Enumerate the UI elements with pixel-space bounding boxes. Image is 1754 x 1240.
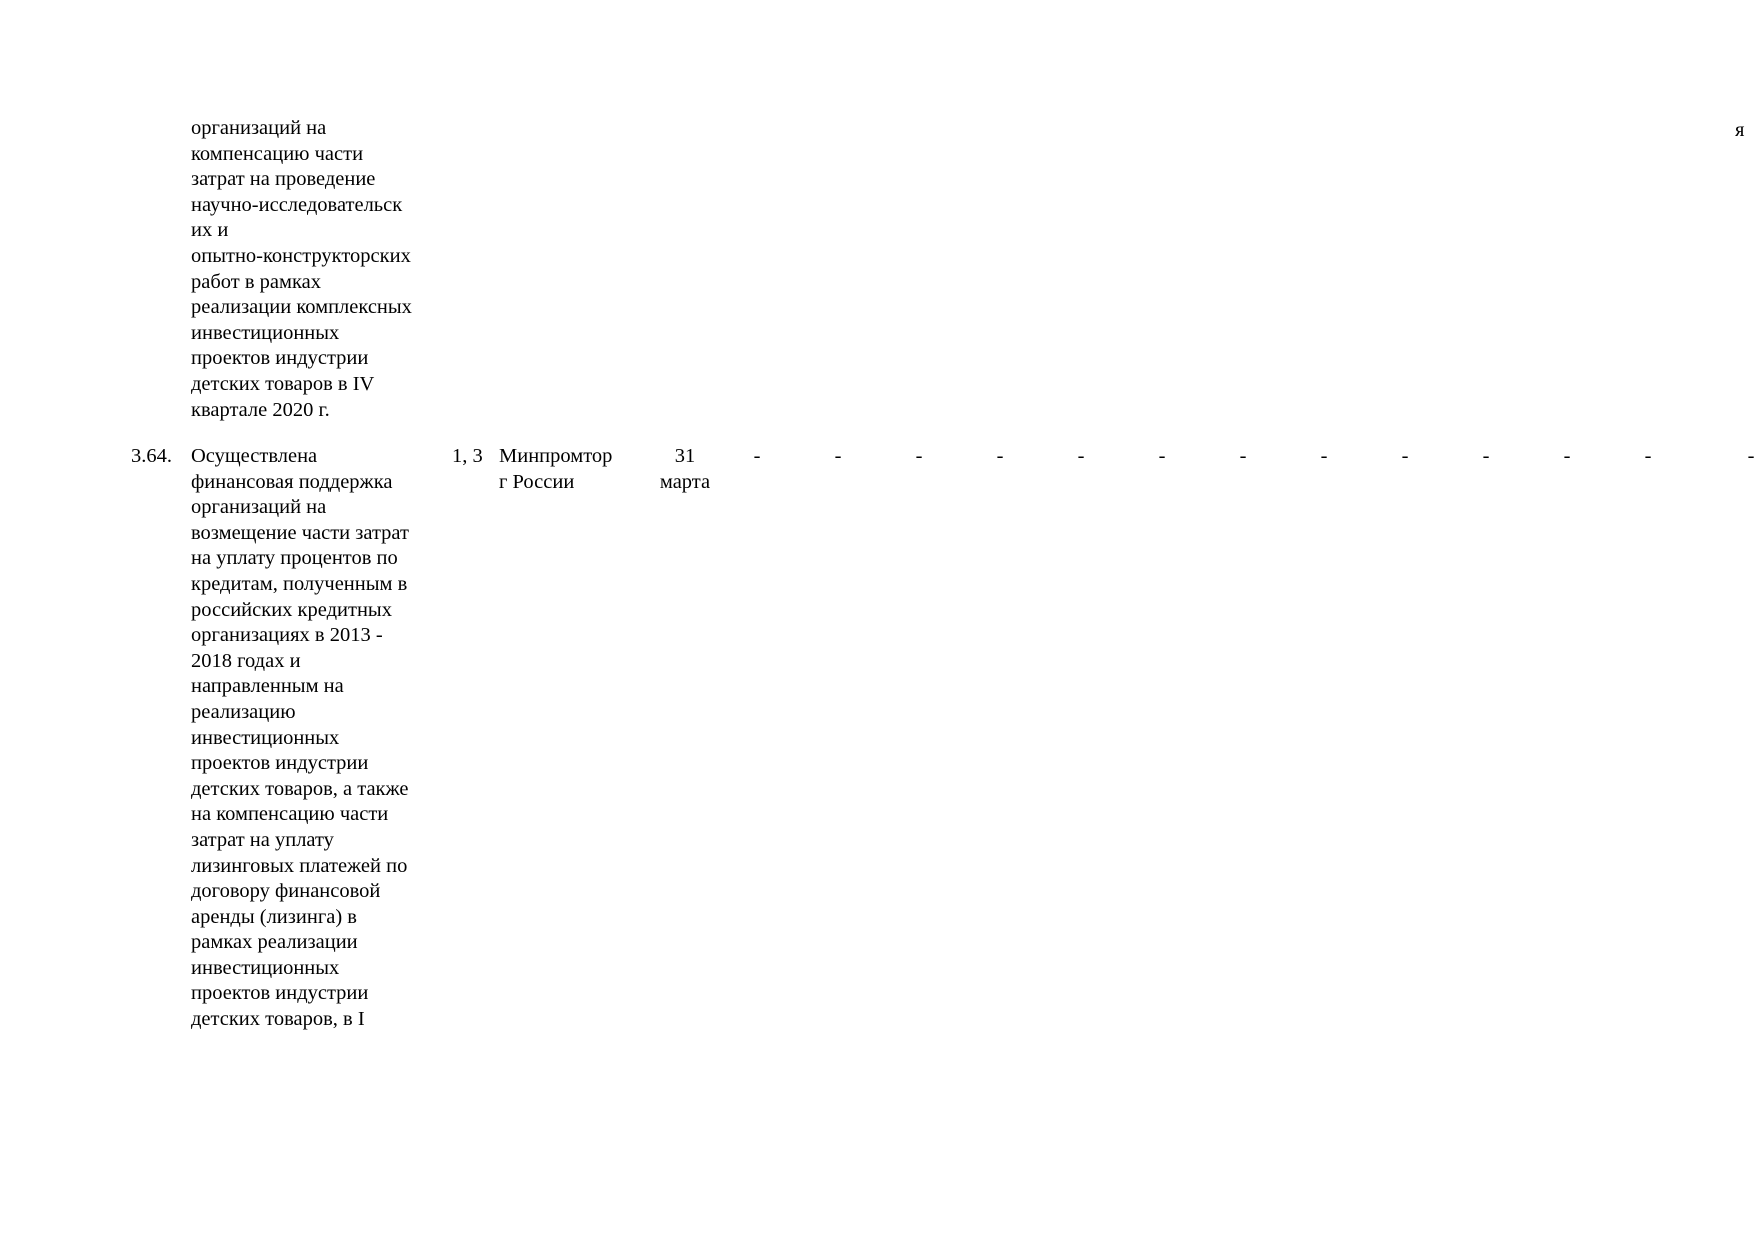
table-cell-empty: - bbox=[834, 445, 842, 467]
paragraph-line: опытно-конструкторских bbox=[191, 244, 411, 267]
description-line: лизинговых платежей по bbox=[191, 854, 408, 877]
row-number: 3.64. bbox=[131, 445, 172, 467]
description-line: аренды (лизинга) в bbox=[191, 905, 357, 928]
table-cell-empty: - bbox=[753, 445, 761, 467]
responsible-line: г России bbox=[499, 470, 575, 493]
date-line: 31 bbox=[674, 445, 696, 467]
row-deadline-date bbox=[640, 444, 730, 495]
description-line: проектов индустрии bbox=[191, 752, 369, 775]
paragraph-line: проектов индустрии bbox=[191, 347, 369, 370]
table-cell-empty: - bbox=[1563, 445, 1571, 467]
table-cell-empty: - bbox=[1644, 445, 1652, 467]
table-cell-empty: - bbox=[1401, 445, 1409, 467]
paragraph-line: их и bbox=[191, 219, 229, 242]
table-cell-empty: - bbox=[996, 445, 1004, 467]
paragraph-line: детских товаров в IV bbox=[191, 372, 375, 395]
table-cell-empty: - bbox=[1482, 445, 1490, 467]
description-line: инвестиционных bbox=[191, 726, 340, 749]
description-line: инвестиционных bbox=[191, 956, 340, 979]
paragraph-line: компенсацию части bbox=[191, 142, 364, 165]
row-description bbox=[191, 444, 441, 1033]
description-line: возмещение части затрат bbox=[191, 521, 409, 544]
paragraph-line: работ в рамках bbox=[191, 270, 321, 293]
description-line: кредитам, полученным в bbox=[191, 572, 408, 595]
description-line: проектов индустрии bbox=[191, 982, 369, 1005]
description-line: детских товаров, а также bbox=[191, 777, 409, 800]
table-cell-empty: - bbox=[1158, 445, 1166, 467]
corner-text-fragment: я bbox=[1735, 119, 1745, 141]
paragraph-line: научно-исследовательск bbox=[191, 193, 403, 216]
description-line: договору финансовой bbox=[191, 880, 381, 903]
paragraph-line: квартале 2020 г. bbox=[191, 398, 330, 421]
description-line: 2018 годах и bbox=[191, 649, 301, 672]
description-line: детских товаров, в I bbox=[191, 1008, 365, 1031]
description-line: на компенсацию части bbox=[191, 803, 389, 826]
description-line: Осуществлена bbox=[191, 445, 318, 467]
description-line: организаций на bbox=[191, 496, 327, 519]
responsible-line: Минпромтор bbox=[499, 445, 613, 467]
description-line: на уплату процентов по bbox=[191, 547, 398, 570]
description-line: организациях в 2013 - bbox=[191, 624, 383, 647]
description-line: российских кредитных bbox=[191, 598, 392, 621]
table-cell-empty: - bbox=[1077, 445, 1085, 467]
row-responsible-authority bbox=[499, 444, 629, 495]
table-cell-empty: - bbox=[1747, 445, 1754, 467]
description-line: рамках реализации bbox=[191, 931, 358, 954]
description-line: затрат на уплату bbox=[191, 828, 334, 851]
date-line: марта bbox=[659, 470, 711, 493]
table-cell-empty: - bbox=[1239, 445, 1247, 467]
description-line: направленным на bbox=[191, 675, 344, 698]
row-references: 1, 3 bbox=[452, 445, 483, 467]
table-cell-empty: - bbox=[1320, 445, 1328, 467]
description-line: финансовая поддержка bbox=[191, 470, 393, 493]
paragraph-line: организаций на bbox=[191, 117, 327, 139]
continued-paragraph bbox=[191, 116, 439, 423]
paragraph-line: инвестиционных bbox=[191, 321, 340, 344]
table-cell-empty: - bbox=[915, 445, 923, 467]
description-line: реализацию bbox=[191, 700, 296, 723]
paragraph-line: затрат на проведение bbox=[191, 168, 376, 191]
paragraph-line: реализации комплексных bbox=[191, 296, 412, 319]
